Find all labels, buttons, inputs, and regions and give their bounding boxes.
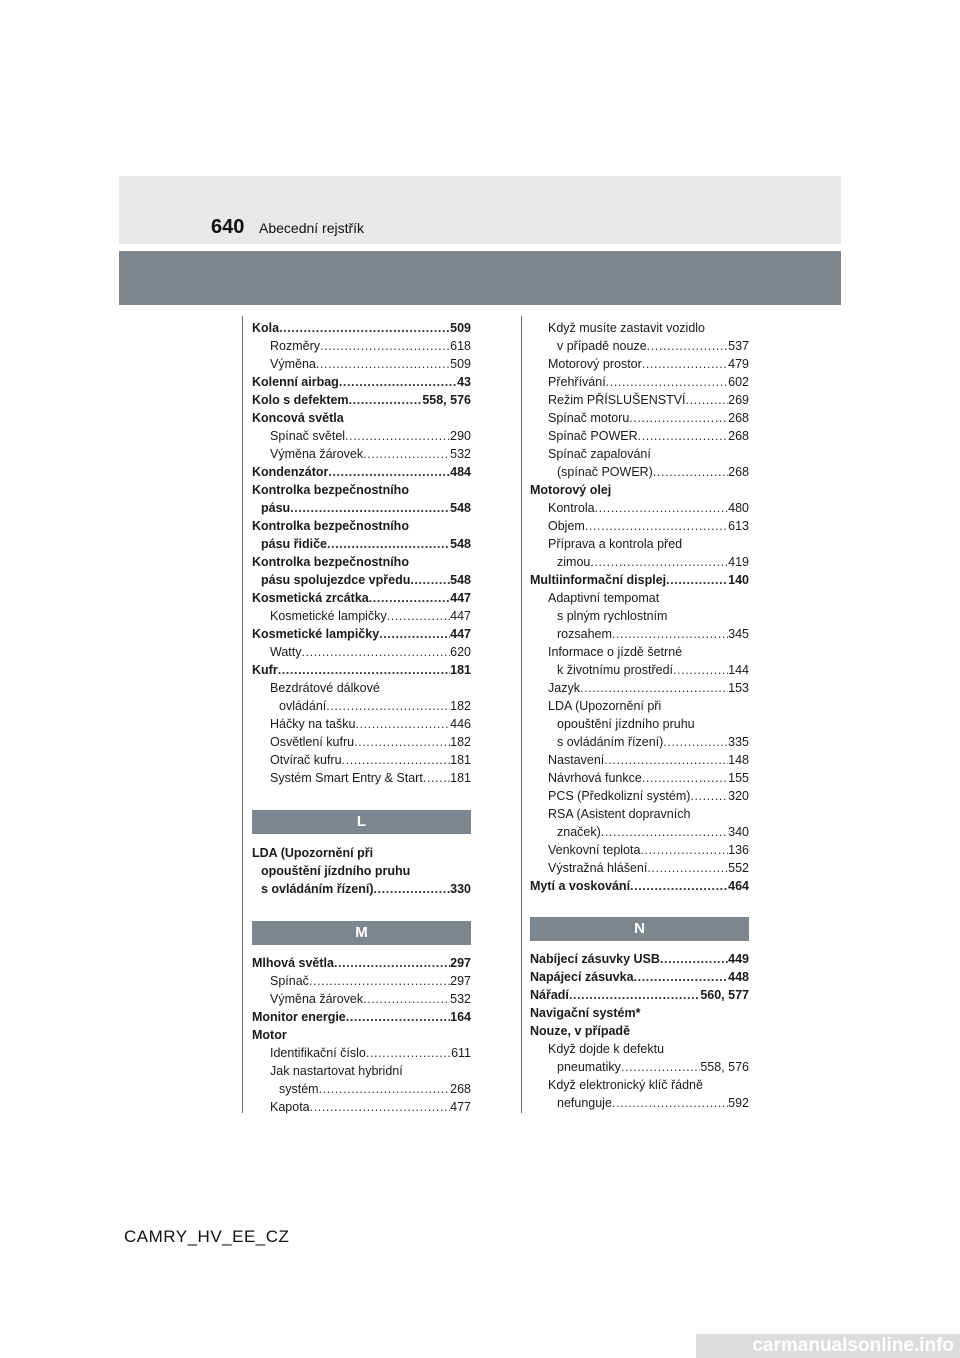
- entry-term: Watty: [270, 645, 302, 659]
- entries-l: [252, 844, 471, 898]
- entry-page: 602: [728, 375, 749, 389]
- entry-page: 560, 577: [700, 988, 749, 1002]
- index-entry: [530, 823, 749, 841]
- entries-n: [530, 950, 749, 1112]
- dot-leader: [279, 319, 450, 337]
- dot-leader: [638, 427, 729, 445]
- dot-leader: [642, 355, 728, 373]
- index-entry: [530, 950, 749, 968]
- entry-term: Výměna: [270, 357, 316, 371]
- entry-page: 148: [728, 753, 749, 767]
- index-entry: [252, 1062, 471, 1080]
- entry-page: 592: [728, 1096, 749, 1110]
- dot-leader: [349, 391, 423, 409]
- entry-page: 620: [450, 645, 471, 659]
- entry-term: LDA (Upozornění při: [548, 699, 662, 713]
- entry-term: s ovládáním řízení): [261, 882, 374, 896]
- dot-leader: [585, 517, 728, 535]
- index-entry: [252, 1026, 471, 1044]
- watermark: carmanualsonline.info: [696, 1334, 960, 1358]
- entry-term: Adaptivní tempomat: [548, 591, 660, 605]
- entry-term: Motor: [252, 1028, 287, 1042]
- entry-term: Otvírač kufru: [270, 753, 342, 767]
- entry-term: Osvětlení kufru: [270, 735, 355, 749]
- entry-page: 479: [728, 357, 749, 371]
- section-title: Abecední rejstřík: [259, 220, 365, 236]
- index-entry: [530, 643, 749, 661]
- index-entry: [530, 517, 749, 535]
- entry-page: 532: [450, 992, 471, 1006]
- entry-page: 181: [450, 753, 471, 767]
- index-entry: [252, 391, 471, 409]
- entry-term: Když dojde k defektu: [548, 1042, 665, 1056]
- dot-leader: [363, 990, 450, 1008]
- dot-leader: [327, 535, 450, 553]
- dot-leader: [580, 679, 728, 697]
- index-entry: [530, 553, 749, 571]
- entry-term: Motorový olej: [530, 483, 612, 497]
- entries-m-cont: [530, 319, 749, 895]
- dot-leader: [345, 427, 450, 445]
- entry-term: Kola: [252, 321, 280, 335]
- entry-term: opouštění jízdního pruhu: [261, 864, 411, 878]
- entry-term: Nabíjecí zásuvky USB: [530, 952, 660, 966]
- entry-term: s ovládáním řízení): [557, 735, 664, 749]
- page-number: 640: [211, 216, 245, 238]
- column-divider-right: [521, 316, 522, 1113]
- entry-page: 558, 576: [422, 393, 471, 407]
- entry-page: 548: [450, 501, 471, 515]
- index-entry: [530, 571, 749, 589]
- entry-page: 613: [728, 519, 749, 533]
- entry-term: Nouze, v případě: [530, 1024, 631, 1038]
- dot-leader: [309, 972, 450, 990]
- index-entry: [530, 337, 749, 355]
- index-entry: [530, 787, 749, 805]
- index-entry: [530, 625, 749, 643]
- section-header-n: N: [530, 917, 749, 941]
- entry-term: systém: [279, 1082, 319, 1096]
- entry-term: pásu: [261, 501, 291, 515]
- index-entry: [530, 319, 749, 337]
- entry-term: Přehřívání: [548, 375, 606, 389]
- dot-leader: [663, 733, 728, 751]
- entry-page: 446: [450, 717, 471, 731]
- entry-page: 136: [728, 843, 749, 857]
- index-entry: [252, 862, 471, 880]
- index-entry: [252, 990, 471, 1008]
- dot-leader: [354, 733, 450, 751]
- entry-term: Rozměry: [270, 339, 321, 353]
- entry-page: 182: [450, 699, 471, 713]
- dot-leader: [604, 751, 728, 769]
- entry-page: 268: [728, 465, 749, 479]
- index-entry: [530, 805, 749, 823]
- entry-term: Nastavení: [548, 753, 605, 767]
- entry-term: Výstražná hlášení: [548, 861, 648, 875]
- dot-leader: [601, 823, 728, 841]
- dot-leader: [355, 715, 450, 733]
- index-entry: [530, 589, 749, 607]
- index-entry: [252, 355, 471, 373]
- index-entry: [530, 427, 749, 445]
- entry-page: 140: [728, 573, 749, 587]
- entry-term: Identifikační číslo: [270, 1046, 366, 1060]
- index-column-2: [530, 319, 749, 1112]
- entry-page: 448: [728, 970, 749, 984]
- index-entry: [530, 481, 749, 499]
- entry-term: pneumatiky: [557, 1060, 621, 1074]
- entry-page: 611: [451, 1046, 471, 1060]
- entry-term: Háčky na tašku: [270, 717, 356, 731]
- entry-term: Mlhová světla: [252, 956, 334, 970]
- index-entry: [530, 499, 749, 517]
- entry-term: LDA (Upozornění při: [252, 846, 374, 860]
- dot-leader: [342, 751, 451, 769]
- index-entry: [530, 986, 749, 1004]
- entry-term: Kontrolka bezpečnostního: [252, 519, 409, 533]
- dot-leader: [410, 571, 450, 589]
- dot-leader: [363, 445, 450, 463]
- index-entry: [530, 409, 749, 427]
- dot-leader: [673, 661, 728, 679]
- dot-leader: [612, 625, 728, 643]
- entry-term: opouštění jízdního pruhu: [557, 717, 695, 731]
- index-entry: [252, 589, 471, 607]
- entry-page: 548: [450, 537, 471, 551]
- section-header-l: L: [252, 810, 471, 834]
- dot-leader: [642, 769, 728, 787]
- entry-term: Koncová světla: [252, 411, 344, 425]
- entry-term: Monitor energie: [252, 1010, 346, 1024]
- dot-leader: [369, 589, 450, 607]
- entry-term: ovládání: [279, 699, 327, 713]
- index-column-1: [252, 319, 471, 1116]
- entry-page: 484: [450, 465, 471, 479]
- index-entry: [252, 733, 471, 751]
- dot-leader: [423, 769, 450, 787]
- index-entry: [252, 1080, 471, 1098]
- entry-term: Jak nastartovat hybridní: [270, 1064, 403, 1078]
- index-entry: [530, 1076, 749, 1094]
- dot-leader: [339, 373, 457, 391]
- index-entry: [252, 427, 471, 445]
- index-entry: [252, 445, 471, 463]
- entry-term: zimou: [557, 555, 591, 569]
- entry-page: 144: [728, 663, 749, 677]
- header-bar: [119, 251, 841, 305]
- entry-term: Napájecí zásuvka: [530, 970, 634, 984]
- index-entry: [252, 319, 471, 337]
- entry-term: Kufr: [252, 663, 278, 677]
- entry-term: v případě nouze: [557, 339, 647, 353]
- entry-page: 548: [450, 573, 471, 587]
- entry-term: Multiinformační displej: [530, 573, 667, 587]
- entry-page: 164: [450, 1010, 471, 1024]
- index-entry: [252, 571, 471, 589]
- dot-leader: [621, 1058, 700, 1076]
- entry-page: 447: [450, 591, 471, 605]
- index-entry: [530, 769, 749, 787]
- entry-term: značek): [557, 825, 601, 839]
- entry-page: 340: [728, 825, 749, 839]
- index-entry: [252, 607, 471, 625]
- entries-m: [252, 954, 471, 1116]
- entry-page: 182: [450, 735, 471, 749]
- index-entry: [252, 517, 471, 535]
- entry-page: 618: [450, 339, 471, 353]
- entry-page: 477: [450, 1100, 471, 1114]
- dot-leader: [653, 463, 728, 481]
- index-entry: [252, 643, 471, 661]
- entry-term: Spínač světel: [270, 429, 346, 443]
- index-entry: [530, 1004, 749, 1022]
- index-entry: [252, 1098, 471, 1116]
- entry-page: 447: [450, 627, 471, 641]
- entry-page: 269: [728, 393, 749, 407]
- entry-term: nefunguje: [557, 1096, 612, 1110]
- entry-page: 449: [728, 952, 749, 966]
- entry-term: Kolenní airbag: [252, 375, 339, 389]
- entry-page: 155: [728, 771, 749, 785]
- index-entry: [252, 373, 471, 391]
- entry-term: Spínač POWER: [548, 429, 638, 443]
- index-entry: [252, 553, 471, 571]
- entry-page: 558, 576: [700, 1060, 749, 1074]
- index-entry: [530, 463, 749, 481]
- dot-leader: [660, 950, 728, 968]
- index-entry: [530, 751, 749, 769]
- dot-leader: [640, 841, 728, 859]
- index-entry: [530, 373, 749, 391]
- index-entry: [252, 499, 471, 517]
- entry-page: 419: [728, 555, 749, 569]
- index-entry: [530, 859, 749, 877]
- entry-term: Motorový prostor: [548, 357, 642, 371]
- entry-page: 297: [450, 956, 471, 970]
- entry-term: Výměna žárovek: [270, 992, 364, 1006]
- entry-term: s plným rychlostním: [557, 609, 668, 623]
- index-entry: [530, 445, 749, 463]
- index-entry: [530, 841, 749, 859]
- entry-page: 181: [450, 663, 471, 677]
- entry-term: Informace o jízdě šetrné: [548, 645, 683, 659]
- entry-page: 153: [728, 681, 749, 695]
- index-entry: [252, 1044, 471, 1062]
- entry-term: RSA (Asistent dopravních: [548, 807, 691, 821]
- entry-page: 447: [450, 609, 471, 623]
- index-entry: [530, 733, 749, 751]
- index-entry: [530, 535, 749, 553]
- dot-leader: [612, 1094, 728, 1112]
- entry-page: 345: [728, 627, 749, 641]
- index-entry: [530, 661, 749, 679]
- entry-term: Kosmetické lampičky: [252, 627, 380, 641]
- entry-page: 320: [728, 789, 749, 803]
- dot-leader: [647, 859, 728, 877]
- dot-leader: [595, 499, 729, 517]
- entry-term: Kontrolka bezpečnostního: [252, 483, 409, 497]
- index-entry: [252, 409, 471, 427]
- index-entry: [252, 769, 471, 787]
- index-entry: [252, 697, 471, 715]
- dot-leader: [310, 1098, 451, 1116]
- entry-term: Kosmetická zrcátka: [252, 591, 369, 605]
- entry-page: 509: [450, 321, 471, 335]
- index-entry: [252, 337, 471, 355]
- entry-page: 537: [728, 339, 749, 353]
- entry-term: Mytí a voskování: [530, 879, 631, 893]
- entry-page: 464: [728, 879, 749, 893]
- entry-term: Kolo s defektem: [252, 393, 349, 407]
- entry-term: Příprava a kontrola před: [548, 537, 683, 551]
- entry-term: PCS (Předkolizní systém): [548, 789, 691, 803]
- index-entry: [252, 751, 471, 769]
- entry-term: Navigační systém*: [530, 1006, 641, 1020]
- entry-term: k životnímu prostředí: [557, 663, 674, 677]
- entry-page: 335: [728, 735, 749, 749]
- dot-leader: [647, 337, 728, 355]
- entry-page: 297: [450, 974, 471, 988]
- dot-leader: [326, 697, 450, 715]
- dot-leader: [334, 954, 450, 972]
- entry-page: 552: [728, 861, 749, 875]
- dot-leader: [590, 553, 728, 571]
- entry-term: Když elektronický klíč řádně: [548, 1078, 703, 1092]
- entry-term: Návrhová funkce: [548, 771, 642, 785]
- dot-leader: [301, 643, 450, 661]
- entry-page: 330: [450, 882, 471, 896]
- index-entry: [252, 661, 471, 679]
- index-entry: [530, 391, 749, 409]
- index-entry: [252, 954, 471, 972]
- entry-term: Když musíte zastavit vozidlo: [548, 321, 706, 335]
- dot-leader: [316, 355, 450, 373]
- entries-k: [252, 319, 471, 787]
- entry-term: rozsahem: [557, 627, 612, 641]
- index-entry: [530, 715, 749, 733]
- index-entry: [252, 679, 471, 697]
- index-entry: [252, 972, 471, 990]
- entry-term: Spínač: [270, 974, 309, 988]
- index-entry: [530, 679, 749, 697]
- entry-term: (spínač POWER): [557, 465, 653, 479]
- index-entry: [530, 1040, 749, 1058]
- dot-leader: [606, 373, 728, 391]
- entry-page: 268: [728, 429, 749, 443]
- index-entry: [530, 355, 749, 373]
- dot-leader: [666, 571, 728, 589]
- entry-term: Kapota: [270, 1100, 310, 1114]
- dot-leader: [366, 1044, 451, 1062]
- entry-term: Objem: [548, 519, 585, 533]
- entry-term: Bezdrátové dálkové: [270, 681, 380, 695]
- index-entry: [252, 880, 471, 898]
- entry-term: Spínač motoru: [548, 411, 630, 425]
- entry-term: Kontrolka bezpečnostního: [252, 555, 409, 569]
- index-entry: [530, 1022, 749, 1040]
- index-entry: [252, 463, 471, 481]
- dot-leader: [629, 409, 728, 427]
- index-entry: [252, 1008, 471, 1026]
- column-divider-left: [242, 316, 243, 1113]
- entry-page: 509: [450, 357, 471, 371]
- index-entry: [530, 607, 749, 625]
- entry-page: 290: [450, 429, 471, 443]
- index-entry: [530, 1058, 749, 1076]
- model-code: CAMRY_HV_EE_CZ: [124, 1227, 290, 1246]
- entry-page: 43: [457, 375, 471, 389]
- entry-term: Kosmetické lampičky: [270, 609, 387, 623]
- dot-leader: [630, 877, 728, 895]
- dot-leader: [278, 661, 450, 679]
- entry-page: 268: [728, 411, 749, 425]
- index-entry: [530, 968, 749, 986]
- dot-leader: [634, 968, 729, 986]
- index-entry: [252, 481, 471, 499]
- entry-term: Režim PŘÍSLUŠENSTVÍ: [548, 393, 686, 407]
- dot-leader: [379, 625, 450, 643]
- dot-leader: [686, 391, 729, 409]
- dot-leader: [319, 1080, 451, 1098]
- index-entry: [252, 715, 471, 733]
- entry-page: 532: [450, 447, 471, 461]
- entry-term: pásu spolujezdce vpředu: [261, 573, 411, 587]
- dot-leader: [374, 880, 451, 898]
- entry-term: Výměna žárovek: [270, 447, 364, 461]
- entry-term: Kontrola: [548, 501, 595, 515]
- entry-page: 480: [728, 501, 749, 515]
- section-header-m: M: [252, 921, 471, 945]
- entry-page: 181: [450, 771, 471, 785]
- entry-term: Nářadí: [530, 988, 569, 1002]
- dot-leader: [290, 499, 450, 517]
- entry-term: Spínač zapalování: [548, 447, 651, 461]
- entry-page: 268: [450, 1082, 471, 1096]
- dot-leader: [569, 986, 700, 1004]
- dot-leader: [320, 337, 450, 355]
- index-entry: [252, 844, 471, 862]
- index-entry: [252, 625, 471, 643]
- dot-leader: [346, 1008, 450, 1026]
- index-entry: [530, 697, 749, 715]
- index-entry: [252, 535, 471, 553]
- entry-term: Systém Smart Entry & Start: [270, 771, 423, 785]
- entry-term: pásu řidiče: [261, 537, 327, 551]
- dot-leader: [387, 607, 450, 625]
- dot-leader: [328, 463, 450, 481]
- entry-term: Venkovní teplota: [548, 843, 641, 857]
- index-entry: [530, 1094, 749, 1112]
- dot-leader: [690, 787, 728, 805]
- index-entry: [530, 877, 749, 895]
- entry-term: Kondenzátor: [252, 465, 329, 479]
- entry-term: Jazyk: [548, 681, 580, 695]
